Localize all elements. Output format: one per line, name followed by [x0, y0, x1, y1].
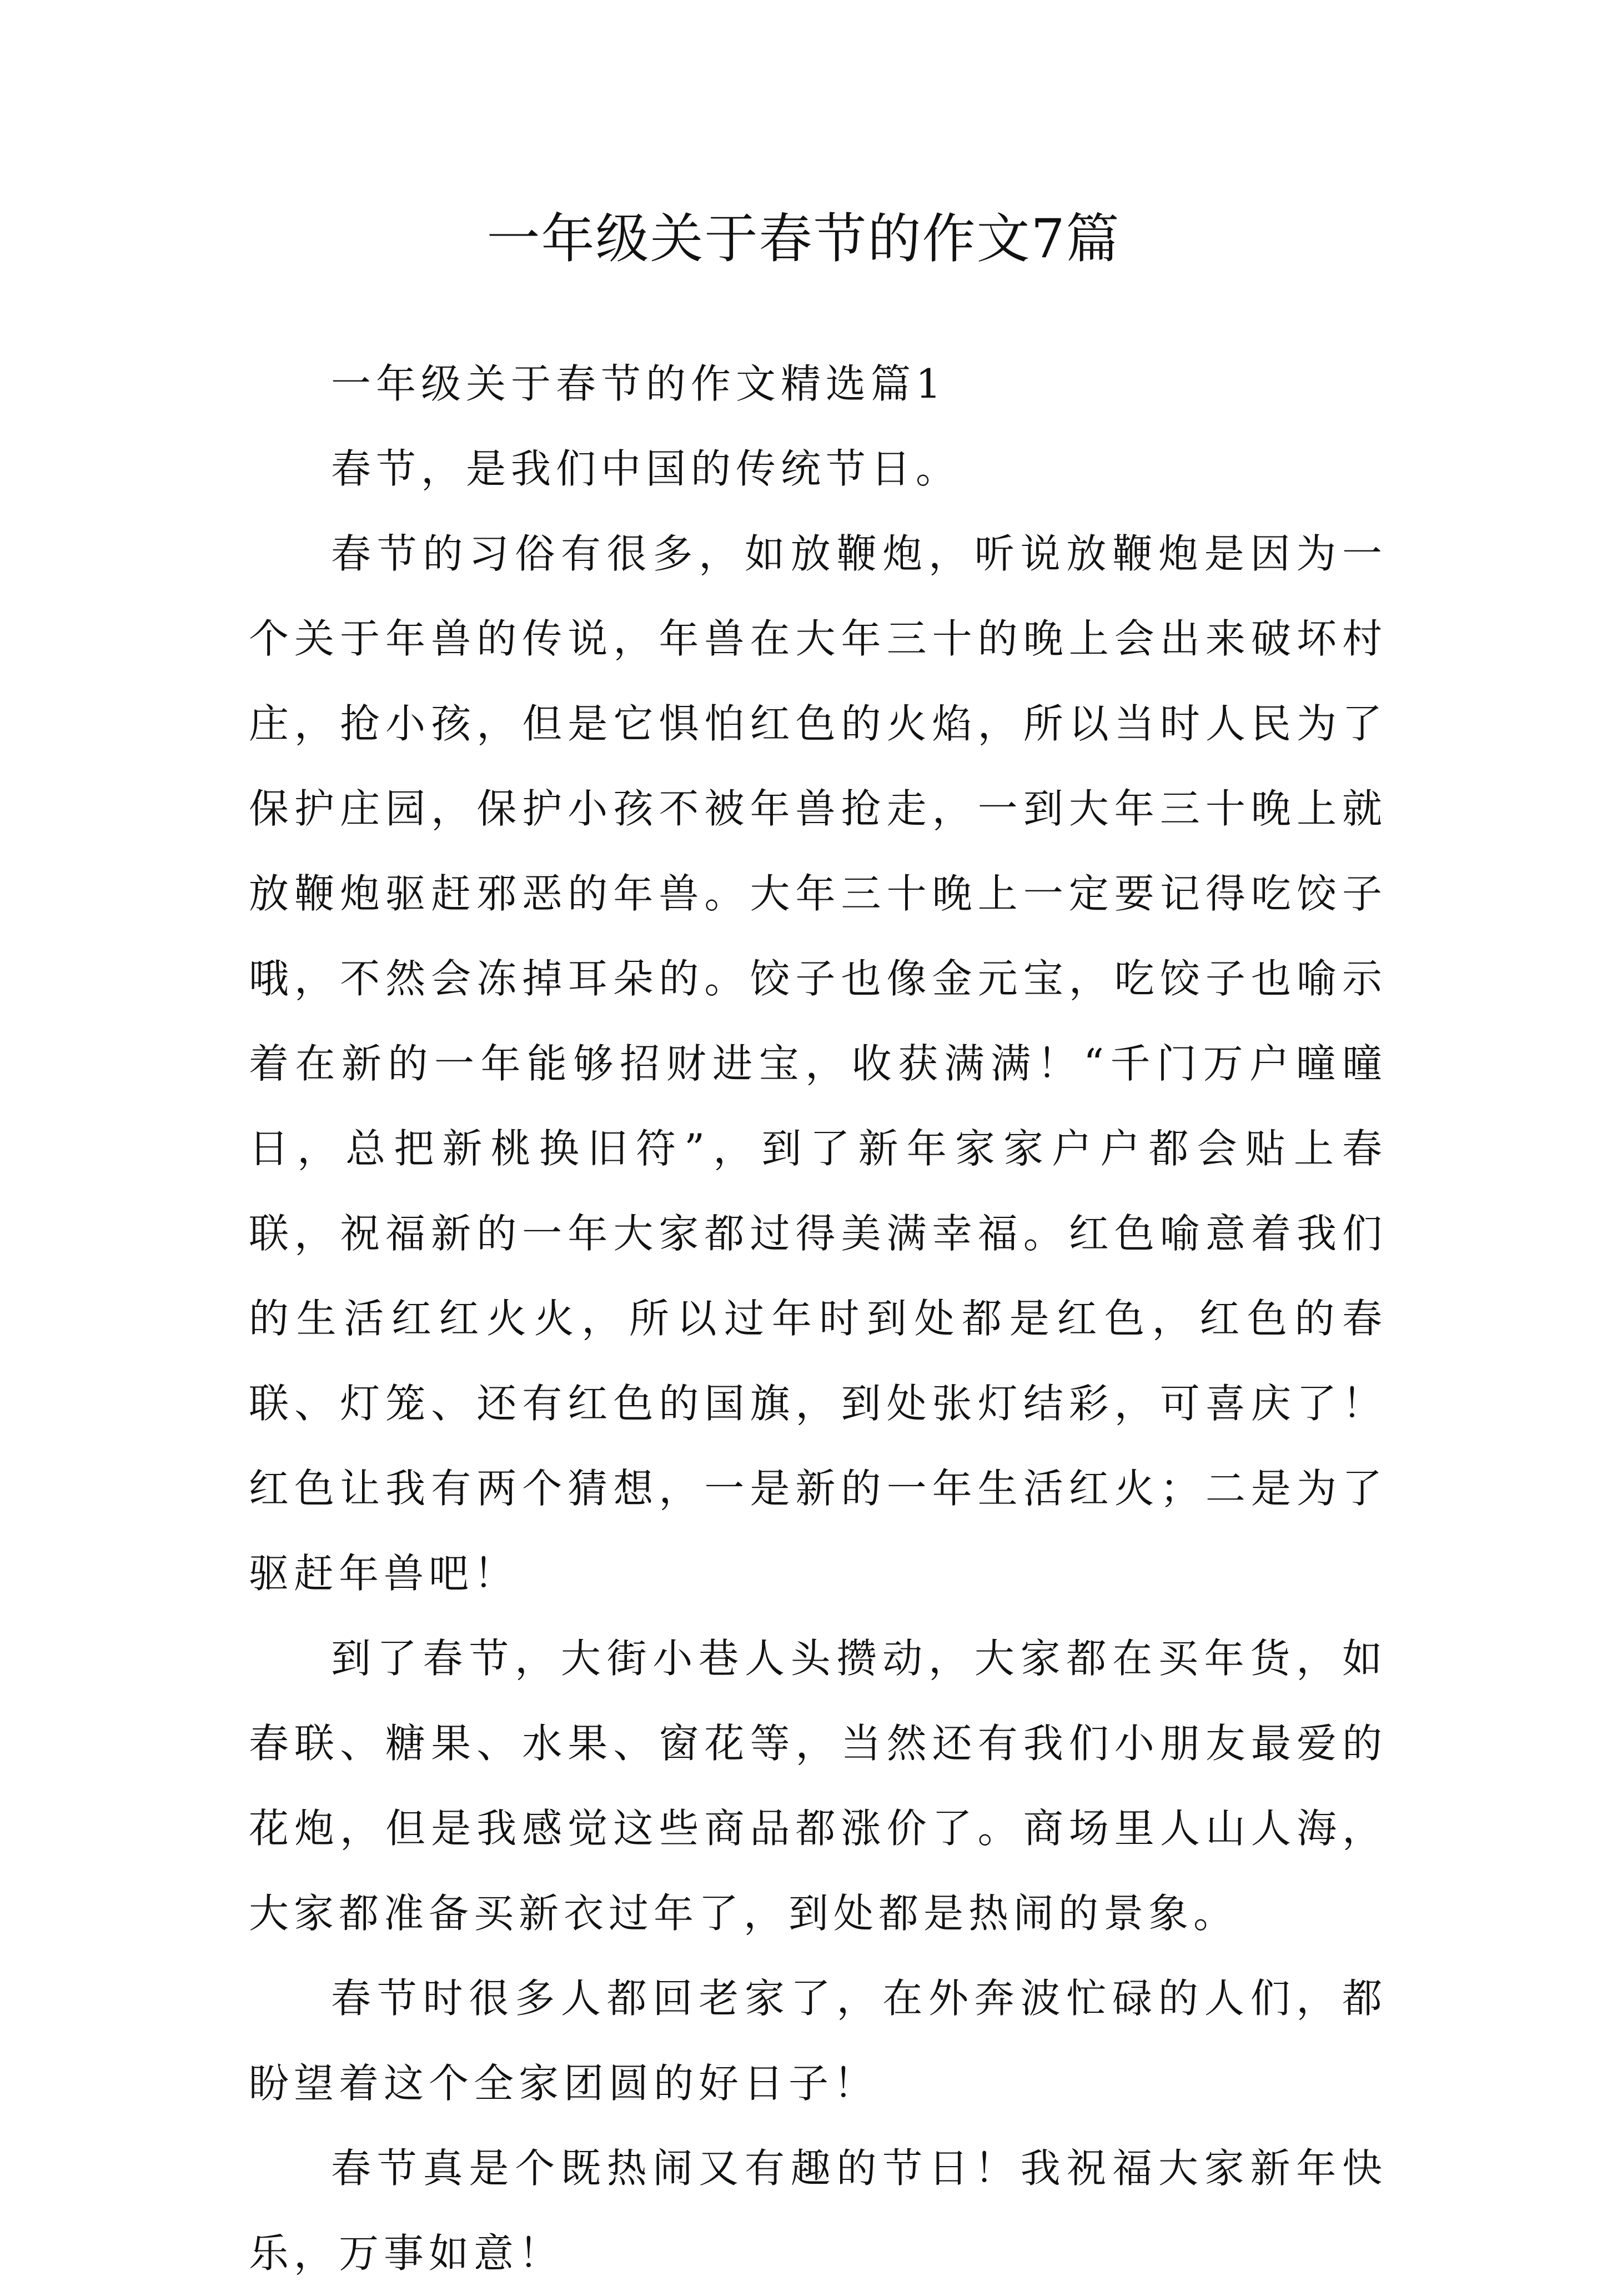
section-heading: 一年级关于春节的作文精选篇1 [331, 360, 946, 407]
paragraph: 春节时很多人都回老家了，在外奔波忙碌的人们，都盼望着这个全家团圆的好日子！ [249, 1975, 1387, 2107]
paragraph: 春节的习俗有很多，如放鞭炮，听说放鞭炮是因为一个关于年兽的传说，年兽在大年三十的晚上会出来破坏村庄，抢小孩，但是它惧怕红色的火焰，所以当时人民为了保护庄园，保护小孩不被年兽抢走，一到大年三十晚上就放鞭炮驱赶邪恶的年兽。大年三十晚上一定要记得吃饺子哦，不然会冻掉耳朵的。饺子也像金元宝，吃饺子也喻示着在新的一年能够招财进宝，收获满满！“千门万户曈曈日，总把新桃换旧符”，到了新年家家户户都会贴上春联，祝福新的一年大家都过得美满幸福。红色喻意着我们的生活红红火火，所以过年时到处都是红色，红色的春联、灯笼、还有红色的国旗，到处张灯结彩，可喜庆了！红色让我有两个猜想，一是新的一年生活红火；二是为了驱赶年兽吧！ [249, 530, 1387, 1597]
paragraph: 到了春节，大街小巷人头攒动，大家都在买年货，如春联、糖果、水果、窗花等，当然还有我们小朋友最爱的花炮，但是我感觉这些商品都涨价了。商场里人山人海，大家都准备买新衣过年了，到处都是热闹的景象。 [249, 1635, 1387, 1937]
paragraph: 春节，是我们中国的传统节日。 [331, 445, 961, 492]
paragraph: 春节真是个既热闹又有趣的节日！我祝福大家新年快乐，万事如意！ [249, 2145, 1387, 2277]
document-title: 一年级关于春节的作文7篇 [486, 208, 1121, 270]
document-body [249, 342, 1387, 2296]
